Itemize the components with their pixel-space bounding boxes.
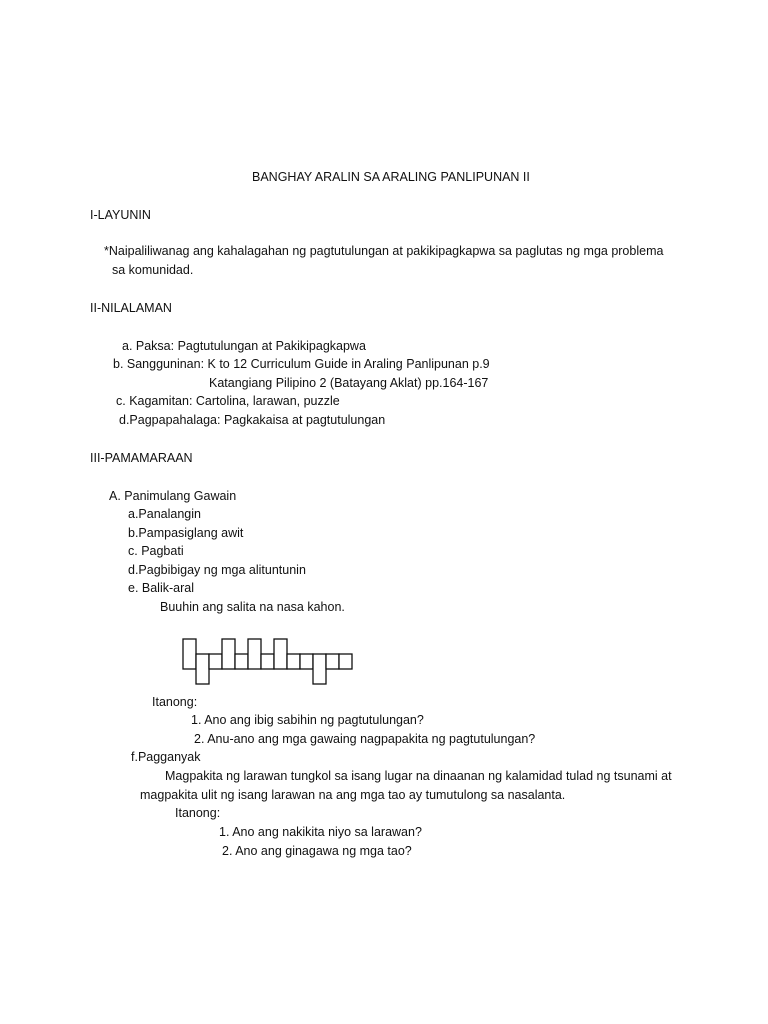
itanong-question: 2. Anu-ano ang mga gawaing nagpapakita ng pagtutulungan? xyxy=(194,732,536,746)
nilalaman-sanggunian: b. Sangguninan: K to 12 Curriculum Guide in Araling Panlipunan p.9 xyxy=(113,357,490,371)
gawain-item: a.Panalangin xyxy=(128,507,201,521)
puzzle-box xyxy=(287,654,300,669)
itanong-question: 2. Ano ang ginagawa ng mga tao? xyxy=(222,844,412,858)
gawain-item: d.Pagbibigay ng mga alituntunin xyxy=(128,563,306,577)
section-heading-nilalaman: II-NILALAMAN xyxy=(90,301,172,315)
nilalaman-pagpapahalaga: d.Pagpapahalaga: Pagkakaisa at pagtutulungan xyxy=(119,413,386,427)
puzzle-box xyxy=(313,654,326,684)
itanong-label: Itanong: xyxy=(175,806,221,820)
document-title: BANGHAY ARALIN SA ARALING PANLIPUNAN II xyxy=(252,170,530,184)
itanong-question: 1. Ano ang ibig sabihin ng pagtutulungan? xyxy=(191,713,424,727)
puzzle-box xyxy=(183,639,196,669)
itanong-label: Itanong: xyxy=(152,695,198,709)
layunin-line-1: *Naipaliliwanag ang kahalagahan ng pagtutulungan at pakikipagkapwa sa paglutas ng mga problema xyxy=(104,244,664,258)
puzzle-box xyxy=(196,654,209,684)
gawain-item: c. Pagbati xyxy=(128,544,184,558)
pagganyak-line-2: magpakita ulit ng isang larawan na ang mga tao ay tumutulong sa nasalanta. xyxy=(140,788,566,802)
puzzle-box xyxy=(222,639,235,669)
itanong-question: 1. Ano ang nakikita niyo sa larawan? xyxy=(219,825,422,839)
balik-aral-instruction: Buuhin ang salita na nasa kahon. xyxy=(160,600,345,614)
puzzle-box xyxy=(248,639,261,669)
puzzle-box xyxy=(209,654,222,669)
panimulang-gawain: A. Panimulang Gawain xyxy=(109,489,237,503)
gawain-item: e. Balik-aral xyxy=(128,581,194,595)
pagganyak-line-1: Magpakita ng larawan tungkol sa isang lugar na dinaanan ng kalamidad tulad ng tsunami at xyxy=(165,769,672,783)
nilalaman-kagamitan: c. Kagamitan: Cartolina, larawan, puzzle xyxy=(116,394,340,408)
puzzle-box xyxy=(300,654,313,669)
nilalaman-sanggunian-2: Katangiang Pilipino 2 (Batayang Aklat) pp.164-167 xyxy=(209,376,489,390)
nilalaman-paksa: a. Paksa: Pagtutulungan at Pakikipagkapwa xyxy=(122,339,366,353)
layunin-line-2: sa komunidad. xyxy=(112,263,194,277)
puzzle-box xyxy=(326,654,339,669)
puzzle-box xyxy=(235,654,248,669)
section-heading-layunin: I-LAYUNIN xyxy=(90,208,151,222)
pagganyak-label: f.Pagganyak xyxy=(131,750,201,764)
puzzle-box xyxy=(261,654,274,669)
gawain-item: b.Pampasiglang awit xyxy=(128,526,244,540)
word-puzzle-boxes xyxy=(182,636,357,686)
section-heading-pamamaraan: III-PAMAMARAAN xyxy=(90,451,193,465)
puzzle-box xyxy=(339,654,352,669)
puzzle-box xyxy=(274,639,287,669)
